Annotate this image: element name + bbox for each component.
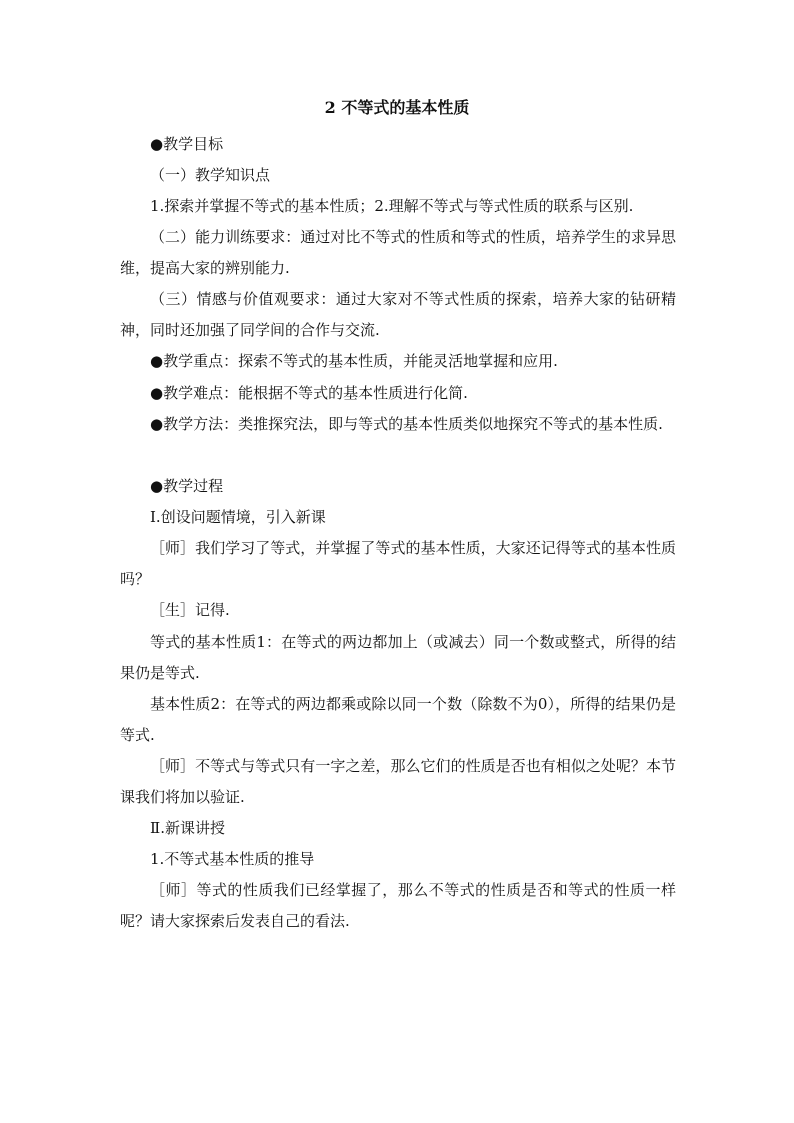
paragraph-knowledge-points-heading: （一）教学知识点 xyxy=(150,166,271,184)
paragraph-equality-property-2: 基本性质2：在等式的两边都乘或除以同一个数（除数不为0），所得的结果仍是等式. xyxy=(120,695,676,744)
paragraph-teacher-question-3: ［师］等式的性质我们已经掌握了，那么不等式的性质是否和等式的性质一样呢？请大家探索后发表自己的看法. xyxy=(120,881,676,930)
paragraph-teaching-method: ●教学方法：类推探究法，即与等式的基本性质类似地探究不等式的基本性质. xyxy=(150,415,663,433)
paragraph-section-1-heading: Ⅰ.创设问题情境，引入新课 xyxy=(150,508,326,526)
paragraph-ability-requirements: （二）能力训练要求：通过对比不等式的性质和等式的性质，培养学生的求异思维，提高大家的辨别能力. xyxy=(120,228,676,277)
paragraph-emotion-values: （三）情感与价值观要求：通过大家对不等式性质的探索，培养大家的钻研精神，同时还加强了同学间的合作与交流. xyxy=(120,290,676,339)
paragraph-difficult-points: ●教学难点：能根据不等式的基本性质进行化简. xyxy=(150,384,468,402)
paragraph-teacher-question-2: ［师］不等式与等式只有一字之差，那么它们的性质是否也有相似之处呢？本节课我们将加以验证. xyxy=(120,757,676,806)
paragraph-subsection-1-heading: 1.不等式基本性质的推导 xyxy=(150,850,315,868)
document-title: 2 不等式的基本性质 xyxy=(324,98,470,117)
paragraph-knowledge-points: 1.探索并掌握不等式的基本性质；2.理解不等式与等式性质的联系与区别. xyxy=(150,197,634,215)
paragraph-teacher-question-1: ［师］我们学习了等式，并掌握了等式的基本性质，大家还记得等式的基本性质吗？ xyxy=(120,539,676,588)
paragraph-student-answer: ［生］记得. xyxy=(150,601,230,619)
paragraph-key-points: ●教学重点：探索不等式的基本性质，并能灵活地掌握和应用. xyxy=(150,352,558,370)
paragraph-teaching-process-heading: ●教学过程 xyxy=(150,477,224,495)
paragraph-section-2-heading: Ⅱ.新课讲授 xyxy=(150,819,225,837)
paragraph-teaching-goals-heading: ●教学目标 xyxy=(150,135,224,153)
paragraph-equality-property-1: 等式的基本性质1：在等式的两边都加上（或减去）同一个数或整式，所得的结果仍是等式. xyxy=(120,633,676,682)
